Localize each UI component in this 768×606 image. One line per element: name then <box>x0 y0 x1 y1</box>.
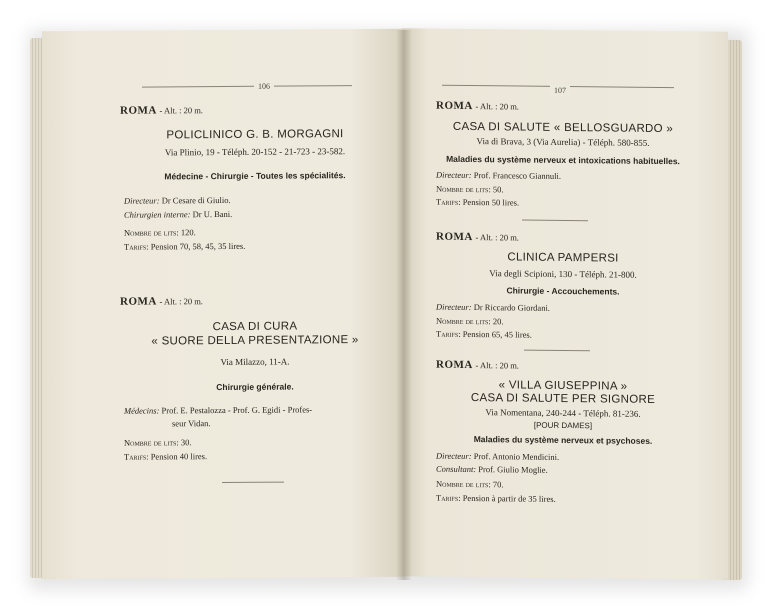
beds-line <box>124 436 192 449</box>
altitude: - Alt. : 20 m. <box>159 105 203 116</box>
altitude: - Alt. : 20 m. <box>159 296 203 307</box>
clinic-name: CASA DI SALUTE « BELLOSGUARDO » <box>452 120 674 136</box>
beds-line <box>436 315 504 329</box>
city-name: ROMA <box>436 358 473 372</box>
left-page <box>42 29 404 580</box>
beds-value: 30. <box>180 437 192 448</box>
staff-role: Directeur: <box>436 169 472 181</box>
city-heading <box>436 359 706 375</box>
tariffs-line <box>436 492 556 506</box>
clinic-address: Via Milazzo, 11-A. <box>220 356 290 368</box>
entry-policlinico-morgagni <box>120 103 390 118</box>
beds-value: 70. <box>492 479 504 490</box>
city-heading <box>436 231 706 247</box>
city-heading <box>120 103 390 118</box>
entry-separator <box>524 350 590 352</box>
staff-line <box>436 169 561 183</box>
staff-role: Chirurgien interne: <box>124 209 191 220</box>
tariffs-label: Tarifs: <box>124 451 149 462</box>
clinic-specialty: Maladies du système nerveux et psychoses. <box>473 434 653 446</box>
staff-role: Médecins: <box>124 405 160 416</box>
clinic-address: Via Nomentana, 240-244 - Téléph. 81-236. <box>485 407 641 419</box>
entry-clinica-pampersi <box>436 231 706 247</box>
city-name: ROMA <box>120 295 157 308</box>
beds-value: 50. <box>492 184 504 195</box>
beds-line <box>436 183 504 197</box>
tariffs-label: Tarifs: <box>124 241 149 252</box>
entry-suore-presentazione <box>120 294 390 309</box>
right-page <box>402 28 728 579</box>
beds-label: Nombre de lits: <box>436 315 491 327</box>
tariffs-value: Pension à partir de 35 lires. <box>462 492 556 504</box>
beds-line <box>436 478 504 492</box>
staff-role: Directeur: <box>436 301 472 313</box>
tariffs-label: Tarifs: <box>436 196 461 207</box>
altitude: - Alt. : 20 m. <box>475 232 519 243</box>
staff-role: Directeur: <box>436 450 472 462</box>
clinic-specialty: Chirurgie générale. <box>216 381 294 393</box>
staff-person: Prof. Francesco Giannuli. <box>473 170 562 181</box>
page-number: 107 <box>550 84 570 97</box>
staff-person: Dr U. Bani. <box>192 208 233 220</box>
city-name: ROMA <box>436 230 473 244</box>
clinic-address: Via degli Scipioni, 130 - Téléph. 21-800. <box>489 268 637 280</box>
beds-label: Nombre de lits: <box>124 227 179 238</box>
clinic-note: [POUR DAMES] <box>533 420 593 431</box>
page-number: 106 <box>254 80 274 93</box>
city-heading <box>436 100 706 116</box>
tariffs-label: Tarifs: <box>436 328 461 339</box>
staff-role: Directeur: <box>124 195 160 206</box>
altitude: - Alt. : 20 m. <box>475 360 519 371</box>
clinic-name: POLICLINICO G. B. MORGAGNI <box>166 128 344 142</box>
tariffs-line <box>436 196 519 210</box>
beds-value: 20. <box>492 316 504 327</box>
tariffs-value: Pension 70, 58, 45, 35 lires. <box>150 240 246 252</box>
tariffs-line <box>124 240 245 254</box>
city-name: ROMA <box>120 104 157 117</box>
staff-line <box>436 463 548 477</box>
book-gutter <box>396 30 412 580</box>
beds-value: 120. <box>180 227 196 238</box>
clinic-specialty: Médecine - Chirurgie - Toutes les spécialités. <box>164 170 346 182</box>
city-name: ROMA <box>436 99 473 113</box>
entry-separator <box>522 220 588 222</box>
clinic-specialty: Chirurgie - Accouchements. <box>506 285 620 297</box>
staff-person: seur Vidan. <box>172 418 211 429</box>
beds-label: Nombre de lits: <box>436 183 491 195</box>
clinic-specialty: Maladies du système nerveux et intoxications habituelles. <box>446 153 680 167</box>
clinic-name: CASA DI CURA <box>212 320 298 334</box>
clinic-name-line-2: CASA DI SALUTE PER SIGNORE <box>470 392 656 406</box>
staff-line-continued <box>172 417 211 430</box>
staff-line <box>124 194 231 208</box>
tariffs-value: Pension 50 lires. <box>462 196 520 208</box>
staff-line <box>124 208 232 222</box>
tariffs-line <box>124 450 207 464</box>
tariffs-line <box>436 328 532 342</box>
entry-separator <box>222 482 284 483</box>
entry-villa-giuseppina <box>436 359 706 375</box>
staff-person: Prof. E. Pestalozza - Prof. G. Egidi - Profes- <box>161 404 313 416</box>
clinic-address: Via Plinio, 19 - Téléph. 20-152 - 21-723 - 23-582. <box>164 146 346 158</box>
tariffs-value: Pension 40 lires. <box>150 451 208 462</box>
altitude: - Alt. : 20 m. <box>475 101 519 112</box>
staff-person: Dr Riccardo Giordani. <box>473 302 550 313</box>
staff-person: Prof. Antonio Mendicini. <box>473 451 560 462</box>
header-rule <box>142 85 352 87</box>
staff-line <box>124 403 312 417</box>
staff-person: Prof. Giulio Moglie. <box>478 464 548 475</box>
staff-role: Consultant: <box>436 463 477 475</box>
beds-line <box>124 226 196 240</box>
tariffs-label: Tarifs: <box>436 492 461 503</box>
beds-label: Nombre de lits: <box>124 437 179 448</box>
beds-label: Nombre de lits: <box>436 478 491 490</box>
tariffs-value: Pension 65, 45 lires. <box>462 328 532 340</box>
staff-line <box>436 450 559 464</box>
clinic-name-line-2: « SUORE DELLA PRESENTAZIONE » <box>151 334 359 348</box>
clinic-name: « VILLA GIUSEPPINA » <box>498 379 628 393</box>
city-heading <box>120 294 390 309</box>
clinic-name: CLINICA PAMPERSI <box>507 251 619 265</box>
entry-bellosguardo <box>436 100 706 116</box>
clinic-address: Via di Brava, 3 (Via Aurelia) - Téléph. 580-855. <box>476 136 650 148</box>
staff-person: Dr Cesare di Giulio. <box>161 194 231 206</box>
staff-line <box>436 301 550 315</box>
